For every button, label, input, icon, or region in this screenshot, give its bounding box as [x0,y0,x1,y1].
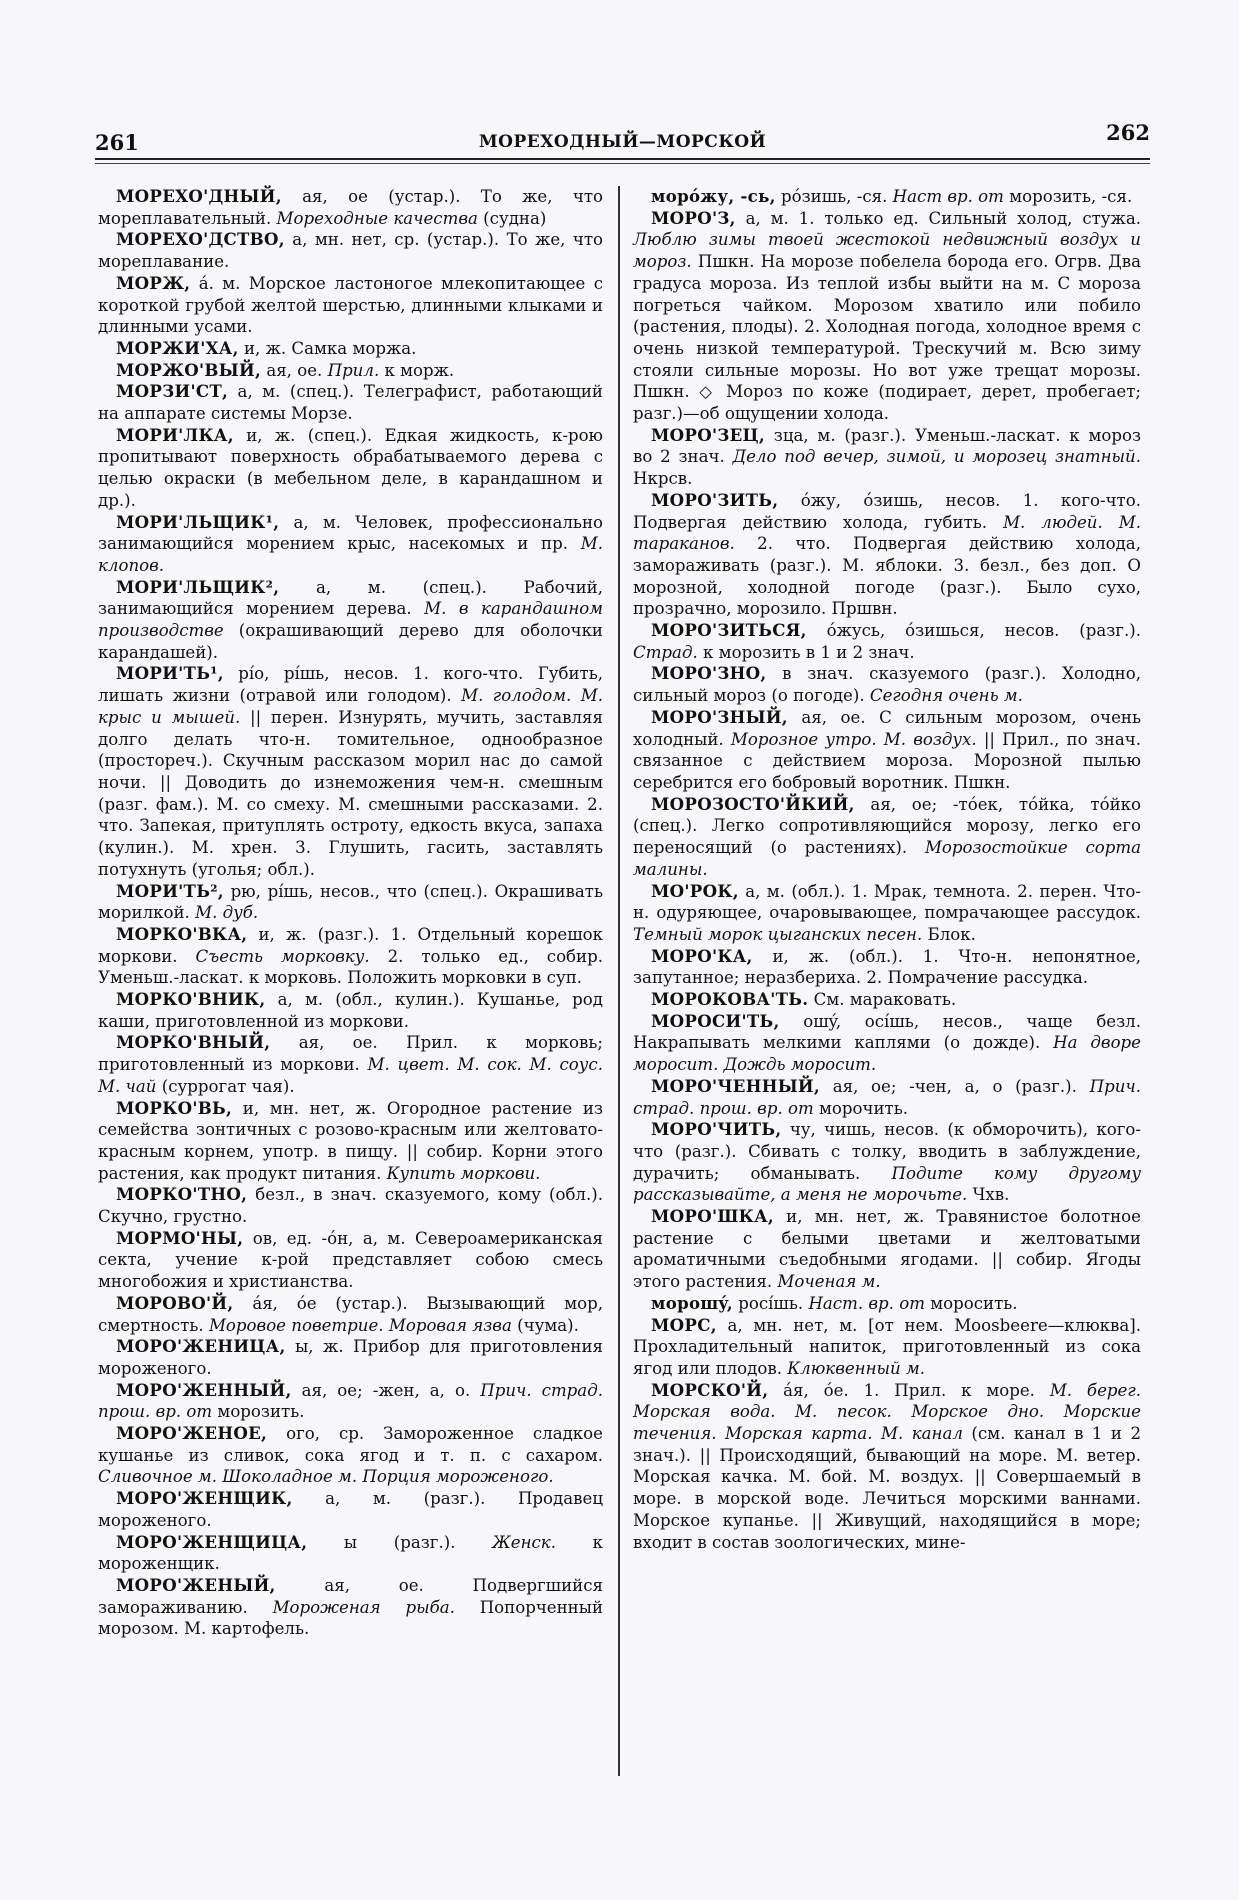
example: Дело под вечер, зимой, и морозец знатный. [732,447,1141,467]
continuation: к мороженщик. [98,1532,603,1574]
continuation: (чума). [517,1315,579,1335]
headword: МОРО'ЗНО, [651,663,767,684]
dictionary-entry [633,1315,1141,1380]
dictionary-entry [98,1336,603,1379]
headword: МОРКО'ВКА, [116,923,248,944]
definition: óжу, óзишь, несов. 1. кого-что. Подвергая действию холода, губить. [633,490,1141,532]
dictionary-entry [633,1206,1141,1293]
definition: рíо, рíшь, несов. 1. кого-что. Губить, лишать жизни (отравой или голодом). [98,664,603,706]
headword: МОРОСИ'ТЬ, [651,1010,780,1031]
definition: ая, ое. С сильным морозом, очень холодный. [633,707,1141,749]
headword: МОРО'ЗНЫЙ, [651,706,788,727]
example: Наст. вр. от [808,1293,925,1313]
definition: и, мн. нет, ж. Огородное растение из семейства зонтичных с розово-красным или желтовато-красным корнем, употр. в пищу. || собир. Корни этого растения, как продукт питания. [98,1098,603,1183]
headword: МОРОКОВА'ТЬ. [651,989,809,1010]
dictionary-entry [98,381,603,424]
headword: МОРКО'ВНЫЙ, [116,1032,271,1053]
definition: á. м. Морское ластоногое млекопитающее с короткой грубой желтой шерстью, длинными клыками и длинными усами. [98,273,603,337]
definition: а, м. 1. только ед. Сильный холод, стужа. [745,208,1141,228]
example: М. клопов. [98,534,603,575]
definition: ая, ое; -тóек, тóйка, тóйко (спец.). Легко сопротивляющийся морозу, легко его переносящий (о растениях). [633,794,1141,858]
dictionary-entry [98,512,603,577]
dictionary-entry [633,208,1141,425]
headword: МОРСКО'Й, [651,1379,769,1400]
dictionary-entry [98,360,603,382]
headword: МОРО'ЗИТЬ, [651,489,779,510]
definition: ы, ж. Прибор для приготовления мороженого. [98,1337,603,1378]
left-column [98,186,603,1640]
definition: и, ж. (обл.). 1. Что-н. непонятное, запутанное; неразбериха. 2. Помрачение рассудка. [633,946,1141,988]
headword: МОРО'КА, [651,945,753,966]
headword: МОРО'ЖЕНЩИК, [116,1488,293,1509]
example: Прил. [327,360,380,380]
continuation: Попорченный морозом. М. картофель. [98,1597,603,1639]
headword: МОРМО'НЫ, [116,1227,244,1248]
dictionary-entry [98,924,603,989]
continuation: моросить. [930,1293,1018,1313]
example: Мороженая рыба. [272,1597,455,1617]
headword: МОРЖО'ВЫЙ, [116,359,262,380]
dictionary-entry [98,186,603,229]
headword: МОРО'ЖЕННЫЙ, [116,1379,292,1400]
example: На дворе моросит. Дождь моросит. [633,1033,1142,1075]
definition: безл., в знач. сказуемого, кому (обл.). Скучно, грустно. [98,1185,603,1227]
definition: и, мн. нет, ж. Травянистое болотное растение с белыми цветами и желтоватыми ароматичными съедобными ягодами. || собир. Ягоды этого растения. [633,1207,1141,1292]
continuation: к морозить в 1 и 2 знач. [703,642,915,662]
headword: МОРКО'ВНИК, [116,989,266,1010]
example: Темный морок цыганских песен. [633,924,923,944]
dictionary-entry [633,186,1141,208]
definition: а, м. Человек, профессионально занимающийся морением крыс, насекомых и пр. [98,512,603,554]
definition: и, ж. Самка моржа. [243,338,417,358]
dictionary-entry [98,1228,603,1293]
headword: МОРИ'ТЬ², [116,880,224,901]
dictionary-entry [98,338,603,360]
example: Люблю зимы твоей жестокой недвижный воздух и мороз. [633,230,1141,272]
headword: МОРО'ШКА, [651,1206,774,1227]
definition: ошý, осíшь, несов., чаще безл. Накрапывать мелкими каплями (о дожде). [633,1011,1141,1053]
dictionary-entry [633,707,1141,794]
example: М. дуб. [195,903,259,923]
dictionary-entry [98,425,603,512]
example: М. цвет. М. сок. М. соус. М. чай [98,1055,603,1096]
dictionary-entry [98,1032,603,1097]
definition: и, ж. (спец.). Едкая жидкость, к-рою пропитывают поверхность обрабатываемого дерева с целью окраски (в мебельном деле, в карандашном и др.). [98,425,604,510]
dictionary-entry [98,989,603,1032]
continuation: Чхв. [972,1185,1010,1205]
example: Купить моркови. [386,1163,541,1183]
example: М. людей. М. тараканов. [633,512,1141,554]
definition: зца, м. (разг.). Уменьш.-ласкат. к мороз во 2 знач. [633,425,1142,467]
definition: а, м. (разг.). Продавец мороженого. [98,1489,603,1530]
header-rule [95,158,1150,164]
headword: МОРЖ, [116,272,191,293]
headword: МОРО'ЖЕНЫЙ, [116,1575,276,1595]
headword: МОРИ'ЛКА, [116,424,234,445]
definition: а, мн. нет, м. [от нем. Moosbeere—клюква]. Прохладительный напиток, приготовленный из сока ягод или плодов. [633,1315,1141,1378]
headword: МОРКО'ТНО, [116,1184,248,1205]
definition: в знач. сказуемого (разг.). Холодно, сильный мороз (о погоде). [633,664,1141,706]
headword: морошý, [651,1292,733,1313]
dictionary-entry [98,1575,603,1640]
dictionary-entry [98,663,603,880]
continuation: || Прил., по знач. связанное с действием мороза. Морозной пылью серебрится его бобровый воротник. Пшкн. [633,729,1141,792]
dictionary-entry [98,1184,603,1227]
dictionary-entry [98,1423,603,1488]
headword: МОРС, [651,1314,717,1335]
headword: морóжу, -сь, [651,186,776,206]
headword: МОРО'ЖЕНИЦА, [116,1336,286,1357]
definition: ая, ое. Прил. к морковь; приготовленный из моркови. [98,1033,603,1075]
continuation: Блок. [927,924,976,944]
continuation: Нкрсв. [633,469,693,489]
definition: ая, ое (устар.). То же, что мореплавательный. [98,187,603,228]
continuation: (судна) [483,208,547,228]
dictionary-entry [98,1488,603,1531]
definition: росíшь. [738,1293,804,1313]
page-header [95,120,1150,170]
headword: МОРО'ЗИТЬСЯ, [651,620,807,641]
definition: óжусь, óзишься, несов. (разг.). [826,621,1141,641]
definition: ая, ое; -жен, а, о. [301,1380,471,1400]
dictionary-entry [633,1293,1141,1315]
continuation: (окрашивающий дерево для оболочки карандашей). [98,621,603,662]
dictionary-entry [98,1098,603,1185]
definition: ая, ое. [266,360,323,380]
example: М. в карандашном производстве [98,599,603,641]
continuation: морозить, -ся. [1009,187,1133,206]
dictionary-entry [98,1293,603,1336]
example: Моченая м. [777,1272,881,1292]
example: Страд. [633,642,698,662]
example: Наст вр. от [892,187,1004,206]
running-head: МОРЕХОДНЫЙ—МОРСКОЙ [478,132,767,152]
headword: МОРИ'ЛЬЩИК², [116,576,280,597]
example: М. берег. Морская вода. М. песок. Морское дно. Морские течения. Морская карта. М. канал [633,1380,1141,1444]
continuation: 2. только ед., собир. Уменьш.-ласкат. к морковь. Положить морковки в суп. [98,946,604,988]
definition: а, м. (обл., кулин.). Кушанье, род каши, приготовленной из моркови. [98,990,604,1031]
dictionary-entry [98,229,603,272]
dictionary-entry [633,1119,1141,1206]
continuation: к морж. [384,360,455,380]
continuation: Пшкн. На морозе побелела борода его. Огрв. Два градуса мороза. Из теплой избы выйти на м. С мороза погреться чайком. Морозом хватило или побило (растения, плоды). 2. Холодная погода, холодное время с очень низкой температурой. Трескучий м. Всю зиму стояли сильные морозы. Но вот уже трещат морозы. Пшкн. ◇ Мороз по коже (подирает, дерет, пробегает; разг.)—об ощущении холода. [633,252,1142,424]
definition: рóзишь, -ся. [781,187,888,206]
example: Морозостойкие сорта малины. [633,838,1141,879]
headword: МОРО'ЧЕННЫЙ, [651,1075,820,1096]
example: Моровое поветрие. Моровая язва [208,1315,512,1335]
headword: МОРИ'ЛЬЩИК¹, [116,511,280,532]
left-page-number: 261 [95,130,139,155]
right-page-number: 262 [1106,120,1150,145]
dictionary-entry [98,1532,603,1575]
dictionary-entry [633,1380,1141,1554]
dictionary-entry [633,490,1141,620]
dictionary-entry [98,577,603,664]
dictionary-entry [633,946,1141,989]
definition: а, м. (спец.). Телеграфист, работающий на аппарате системы Морзе. [98,382,603,424]
definition: а, м. (обл.). 1. Мрак, темнота. 2. перен. Что-н. одуряющее, очаровывающее, помрачающее рассудок. [633,881,1141,923]
definition: чу, чишь, несов. (к обморочить), кого-что (разг.). Сбивать с толку, вводить в заблуждение, дурачить; обманывать. [633,1120,1141,1183]
example: Сегодня очень м. [869,686,1023,706]
headword: МОРЕХО'ДНЫЙ, [116,186,282,206]
example: Сливочное м. Шоколадное м. Порция мороженого. [98,1467,554,1487]
dictionary-entry [633,425,1141,490]
definition: áя, óе (устар.). Вызывающий мор, смертность. [98,1293,603,1335]
dictionary-entry [633,1011,1141,1076]
definition: ов, ед. -óн, а, м. Североамериканская секта, учение к-рой представляет собою смесь многобожия и христианства. [98,1228,603,1292]
definition: См. мараковать. [813,990,957,1010]
headword: МОРО'ЧИТЬ, [651,1119,782,1140]
definition: а, м. (спец.). Рабочий, занимающийся морением дерева. [98,577,604,619]
dictionary-entry [633,1076,1141,1119]
example: Женск. [492,1532,556,1552]
dictionary-entry [98,1380,603,1423]
headword: МОРКО'ВЬ, [116,1097,233,1118]
headword: МОРО'ЖЕНЩИЦА, [116,1531,308,1552]
dictionary-entry [98,881,603,924]
example: М. голодом. М. крыс и мышей. [98,686,603,727]
headword: МОРОВО'Й, [116,1292,234,1313]
continuation: 2. что. Подвергая действию холода, замораживать (разг.). М. яблоки. 3. безл., без доп. О морозной, холодной погоде (разг.). Было сухо, прозрачно, морозило. Пршвн. [633,534,1141,619]
example: Прич. страд. прош. вр. от [98,1380,603,1422]
continuation: (см. канал в 1 и 2 знач.). || Происходящий, бывающий на море. М. ветер. Морская качка. М. бой. М. воздух. || Совершаемый в море. в морской воде. Лечиться морскими ваннами. Морское купанье. || Живущий, находящийся в море; входит в состав зоологических, мине- [633,1424,1141,1552]
headword: МОРЗИ'СТ, [116,381,229,402]
example: Подите кому другому рассказывайте, а меня не морочьте. [633,1163,1141,1205]
dictionary-entry [633,881,1141,946]
example: Клюквенный м. [787,1358,926,1378]
definition: а, мн. нет, ср. (устар.). То же, что мореплавание. [98,230,603,272]
headword: МОРЕХО'ДСТВО, [116,229,285,250]
headword: МОРО'З, [651,207,736,228]
definition: и, ж. (разг.). 1. Отдельный корешок моркови. [98,924,604,966]
headword: МОРИ'ТЬ¹, [116,663,224,684]
definition: ы (разг.). [343,1532,456,1552]
headword: МО'РОК, [651,880,739,901]
continuation: || перен. Изнурять, мучить, заставляя долго делать что-н. томительное, однообразное (простореч.). Скучным рассказом морил нас до самой ночи. || Доводить до изнеможения чем-н. смешным (разг. фам.). М. со смеху. М. смешными рассказами. 2. что. Запекая, притуплять остроту, едкость вкуса, запаха (кулин.). М. хрен. 3. Глушить, гасить, заставлять потухнуть (уголья; обл.). [98,707,603,879]
dictionary-entry [633,663,1141,706]
dictionary-entry [98,273,603,338]
example: Съесть морковку. [195,946,370,966]
headword: МОРО'ЖЕНОЕ, [116,1423,268,1444]
definition: ого, ср. Замороженное сладкое кушанье из сливок, сока ягод и т. п. с сахаром. [98,1424,603,1465]
continuation: морочить. [819,1098,909,1118]
definition: áя, óе. 1. Прил. к море. [783,1380,1035,1400]
example: Прич. страд. прош. вр. от [633,1076,1141,1118]
example: Мореходные качества [276,208,478,228]
example: Морозное утро. М. воздух. [730,729,977,749]
dictionary-entry [633,989,1141,1011]
dictionary-entry [633,620,1141,663]
headword: МОРО'ЗЕЦ, [651,424,765,445]
definition: ая, ое; -чен, а, о (разг.). [832,1076,1077,1096]
dictionary-entry [633,794,1141,881]
continuation: (суррогат чая). [161,1076,295,1096]
headword: МОРОЗОСТО'ЙКИЙ, [651,793,855,814]
column-divider [618,186,620,1776]
definition: рю, рíшь, несов., что (спец.). Окрашивать морилкой. [98,881,603,923]
headword: МОРЖИ'ХА, [116,337,239,358]
definition: ая, ое. Подвергшийся замораживанию. [98,1576,603,1617]
continuation: морозить. [217,1402,305,1422]
right-column [633,186,1141,1553]
